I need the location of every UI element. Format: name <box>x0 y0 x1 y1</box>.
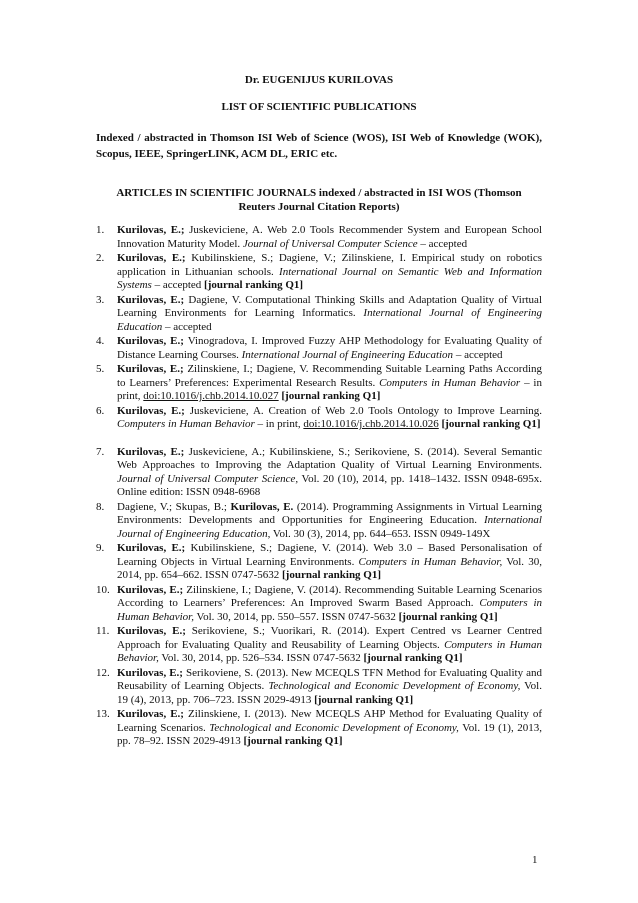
journal-ranking-badge: [journal ranking Q1] <box>363 652 463 664</box>
journal-ranking-badge: [journal ranking Q1] <box>398 610 498 623</box>
journal-ranking-badge: [journal ranking Q1] <box>282 569 382 581</box>
author-name: Dr. EUGENIJUS KURILOVAS <box>244 74 394 86</box>
journal-ranking-badge: [journal ranking Q1] <box>204 279 304 291</box>
publication-item: 13. Kurilovas, E.; Zilinskiene, I. (2013). New MCEQLS AHP Method for Evaluating Quality of Learning Scenarios. Technological and Economic Development of Economy, Vol. 19 (1), 2013, pp. 78–92. ISSN 2029-4913 [journal ranking Q1] <box>96 708 543 747</box>
publication-item: 12. Kurilovas, E.; Serikoviene, S. (2013). New MCEQLS TFN Method for Evaluating Quality and Reusability of Learning Objects. Technological and Economic Development of Economy, Vol. 19 (4), 2013, pp. 706–723. ISSN 2029-4913 [journal ranking Q1] <box>96 666 543 706</box>
journal-ranking-badge: [journal ranking Q1] <box>441 418 541 430</box>
indexing-note: Indexed / abstracted in Thomson ISI Web of Science (WOS), ISI Web of Knowledge (WOK), Scopus, IEEE, SpringerLINK, ACM DL, ERIC etc. <box>96 132 542 160</box>
publication-item: 7. Kurilovas, E.; Juskeviciene, A.; Kubilinskiene, S.; Serikoviene, S. (2014). Several Semantic Web Approaches to Improving the Adaptation Quality of Virtual Learning Environments. Journal of Universal Computer Science, Vol. 20 (10), 2014, pp. 1418–1432. ISSN 0948-695x. Online edition: ISSN 0948-6968 <box>96 445 542 498</box>
journal-ranking-badge: [journal ranking Q1] <box>314 693 414 706</box>
list-title: LIST OF SCIENTIFIC PUBLICATIONS <box>221 101 417 113</box>
page-number: 1 <box>532 854 538 866</box>
publication-item: 5. Kurilovas, E.; Zilinskiene, I.; Dagiene, V. Recommending Suitable Learning Paths According to Learners’ Preferences: Experimental Research Results. Computers in Human Behavior – in print, doi:10.1016/j.chb.2014.10.027 [journal ranking Q1] <box>96 363 543 402</box>
publication-item: 10. Kurilovas, E.; Zilinskiene, I.; Dagiene, V. (2014). Recommending Suitable Learning Scenarios According to Learners’ Preferences: An Improved Swarm Based Approach. Computers in Human Behavior, Vol. 30, 2014, pp. 550–557. ISSN 0747-5632 [journal ranking Q1] <box>96 583 543 623</box>
publication-item: 2. Kurilovas, E.; Kubilinskiene, S.; Dagiene, V.; Zilinskiene, I. Empirical study on robotics application in Lithuanian schools. International Journal on Semantic Web and Information Systems – accepted [journal ranking Q1] <box>96 252 543 291</box>
doi-link[interactable]: doi:10.1016/j.chb.2014.10.027 <box>143 390 279 402</box>
section-heading: ARTICLES IN SCIENTIFIC JOURNALS indexed / abstracted in ISI WOS (Thomson Reuters Journal Citation Reports) <box>116 187 522 213</box>
publication-list <box>96 224 542 749</box>
publication-item: 3. Kurilovas, E.; Dagiene, V. Computational Thinking Skills and Adaptation Quality of Virtual Learning Environments for Learning Informatics. International Journal of Engineering Education – accepted <box>96 293 543 333</box>
doi-link[interactable]: doi:10.1016/j.chb.2014.10.026 <box>303 418 439 430</box>
publication-item: 8. Dagiene, V.; Skupas, B.; Kurilovas, E. (2014). Programming Assignments in Virtual Learning Environments: Developments and Opportunities for Engineering Education. International Journal of Engineering Education, Vol. 30 (3), 2014, pp. 644–653. ISSN 0949-149X <box>96 500 542 540</box>
publication-item: 1. Kurilovas, E.; Juskeviciene, A. Web 2.0 Tools Recommender System and European School Innovation Maturity Model. Journal of Universal Computer Science – accepted <box>96 224 542 250</box>
journal-ranking-badge: [journal ranking Q1] <box>281 390 381 402</box>
publication-item: 9. Kurilovas, E.; Kubilinskiene, S.; Dagiene, V. (2014). Web 3.0 – Based Personalisation of Learning Objects in Virtual Learning Environments. Computers in Human Behavior, Vol. 30, 2014, pp. 654–662. ISSN 0747-5632 [journal ranking Q1] <box>96 542 543 581</box>
publication-item: 6. Kurilovas, E.; Juskeviciene, A. Creation of Web 2.0 Tools Ontology to Improve Learning. Computers in Human Behavior – in print, doi:10.1016/j.chb.2014.10.026 [journal ranking Q1] <box>96 404 543 430</box>
publication-item: 11. Kurilovas, E.; Serikoviene, S.; Vuorikari, R. (2014). Expert Centred vs Learner Centred Approach for Evaluating Quality and Reusability of Learning Objects. Computers in Human Behavior, Vol. 30, 2014, pp. 526–534. ISSN 0747-5632 [journal ranking Q1] <box>96 625 543 664</box>
journal-ranking-badge: [journal ranking Q1] <box>243 735 343 747</box>
publication-item: 4. Kurilovas, E.; Vinogradova, I. Improved Fuzzy AHP Methodology for Evaluating Quality of Distance Learning Courses. International Journal of Engineering Education – accepted <box>96 335 543 361</box>
